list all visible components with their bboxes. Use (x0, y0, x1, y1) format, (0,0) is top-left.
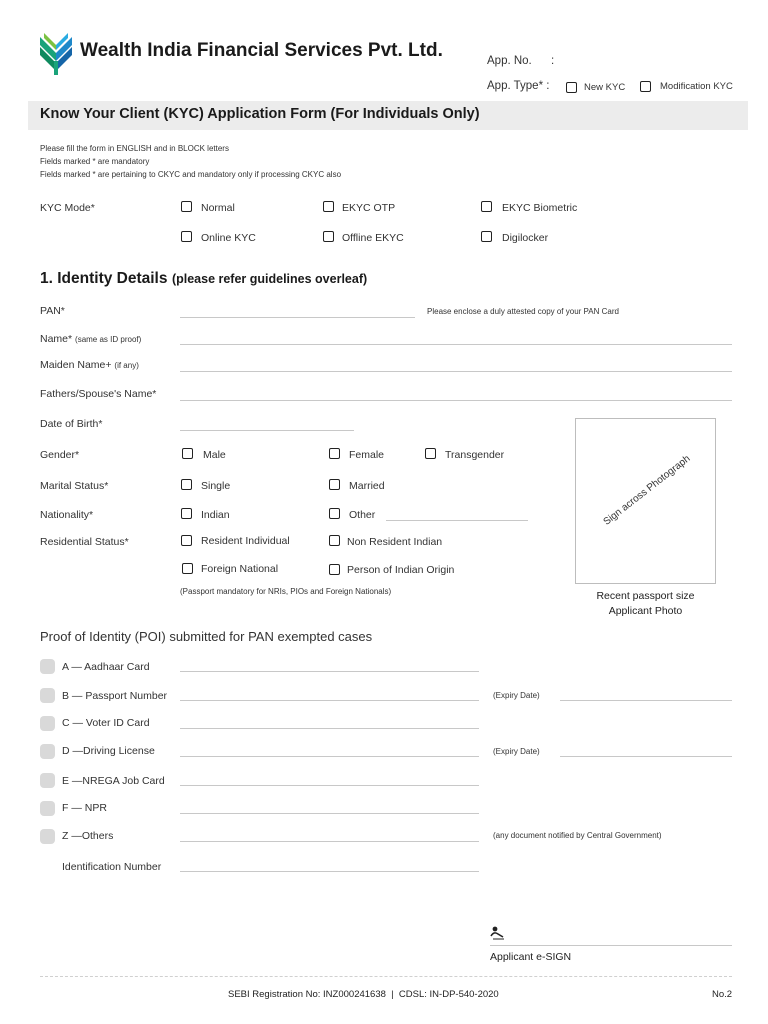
pan-note: Please enclose a duly attested copy of your PAN Card (427, 307, 619, 316)
poi-passport-field[interactable] (180, 700, 479, 701)
dob-field[interactable] (180, 430, 354, 431)
poi-voter-id-label: C — Voter ID Card (62, 717, 150, 729)
passport-expiry-label: (Expiry Date) (493, 691, 540, 700)
poi-passport-checkbox[interactable] (40, 688, 55, 703)
app-type-new-kyc-checkbox[interactable] (566, 82, 577, 93)
name-field[interactable] (180, 344, 732, 345)
gender-male-checkbox[interactable] (182, 448, 193, 459)
gender-male-label: Male (203, 449, 226, 461)
residential-nri-checkbox[interactable] (329, 535, 340, 546)
driving-license-expiry-label: (Expiry Date) (493, 747, 540, 756)
father-spouse-name-label: Fathers/Spouse's Name* (40, 388, 157, 400)
poi-others-field[interactable] (180, 841, 479, 842)
driving-license-expiry-field[interactable] (560, 756, 732, 757)
kyc-mode-ekyc-otp-checkbox[interactable] (323, 201, 334, 212)
poi-aadhaar-field[interactable] (180, 671, 479, 672)
name-note: (same as ID proof) (75, 335, 142, 344)
marital-married-label: Married (349, 480, 385, 492)
residential-resident-individual-label: Resident Individual (201, 535, 290, 547)
poi-nrega-checkbox[interactable] (40, 773, 55, 788)
kyc-mode-ekyc-biometric-checkbox[interactable] (481, 201, 492, 212)
app-no-separator: : (551, 55, 555, 67)
nationality-other-field[interactable] (386, 520, 528, 521)
kyc-mode-label: KYC Mode* (40, 202, 95, 214)
gender-transgender-label: Transgender (445, 449, 505, 461)
passport-expiry-field[interactable] (560, 700, 732, 701)
identity-section-title: 1. Identity Details (40, 270, 168, 287)
poi-voter-id-checkbox[interactable] (40, 716, 55, 731)
kyc-mode-ekyc-otp-label: EKYC OTP (342, 202, 396, 214)
name-label-row (40, 333, 141, 345)
passport-note: (Passport mandatory for NRIs, PIOs and Foreign Nationals) (180, 587, 392, 596)
poi-driving-license-label: D —Driving License (62, 745, 155, 757)
nationality-other-label: Other (349, 509, 376, 521)
app-type-modification-kyc-label: Modification KYC (660, 81, 733, 92)
kyc-mode-online-kyc-checkbox[interactable] (181, 231, 192, 242)
nationality-indian-checkbox[interactable] (181, 508, 192, 519)
form-title: Know Your Client (KYC) Application Form (For Individuals Only) (40, 106, 480, 122)
kyc-mode-normal-checkbox[interactable] (181, 201, 192, 212)
poi-npr-field[interactable] (180, 813, 479, 814)
poi-driving-license-checkbox[interactable] (40, 744, 55, 759)
poi-passport-label: B — Passport Number (62, 690, 168, 702)
pan-label: PAN* (40, 305, 65, 317)
dob-label: Date of Birth* (40, 418, 103, 430)
kyc-mode-normal-label: Normal (201, 202, 235, 214)
poi-nrega-label: E —NREGA Job Card (62, 775, 165, 787)
nationality-indian-label: Indian (201, 509, 230, 521)
identification-number-field[interactable] (180, 871, 479, 872)
instruction-line: Fields marked * are pertaining to CKYC and mandatory only if processing CKYC also (40, 170, 342, 179)
photo-caption: Recent passport size (596, 590, 695, 602)
poi-npr-checkbox[interactable] (40, 801, 55, 816)
maiden-name-note: (if any) (114, 361, 139, 370)
identity-section-note: (please refer guidelines overleaf) (171, 272, 368, 286)
kyc-mode-offline-ekyc-checkbox[interactable] (323, 231, 334, 242)
marital-status-label: Marital Status* (40, 480, 109, 492)
gender-label: Gender* (40, 449, 80, 461)
esign-label: Applicant e-SIGN (490, 951, 572, 963)
kyc-mode-digilocker-checkbox[interactable] (481, 231, 492, 242)
pan-field[interactable] (180, 317, 415, 318)
kyc-mode-digilocker-label: Digilocker (502, 232, 549, 244)
kyc-mode-ekyc-biometric-label: EKYC Biometric (502, 202, 578, 214)
father-spouse-name-field[interactable] (180, 400, 732, 401)
kyc-mode-online-kyc-label: Online KYC (201, 232, 256, 244)
maiden-name-field[interactable] (180, 371, 732, 372)
gender-female-checkbox[interactable] (329, 448, 340, 459)
poi-title: Proof of Identity (POI) submitted for PAN exempted cases (40, 629, 373, 644)
poi-others-checkbox[interactable] (40, 829, 55, 844)
poi-aadhaar-checkbox[interactable] (40, 659, 55, 674)
instruction-line: Please fill the form in ENGLISH and in BLOCK letters (40, 144, 229, 153)
nationality-label: Nationality* (40, 509, 94, 521)
gender-female-label: Female (349, 449, 385, 461)
gender-transgender-checkbox[interactable] (425, 448, 436, 459)
poi-npr-label: F — NPR (62, 802, 107, 814)
maiden-label-row (40, 359, 139, 371)
poi-driving-license-field[interactable] (180, 756, 479, 757)
esign-icon (490, 926, 506, 940)
identity-section-heading (40, 270, 367, 288)
poi-others-label: Z —Others (62, 830, 114, 842)
photo-caption: Applicant Photo (608, 605, 683, 617)
instruction-line: Fields marked * are mandatory (40, 157, 150, 166)
app-type-modification-kyc-checkbox[interactable] (640, 81, 651, 92)
footer-registration: SEBI Registration No: INZ000241638 | CDSL: IN-DP-540-2020 (228, 989, 499, 1000)
footer-divider (40, 976, 732, 977)
residential-nri-label: Non Resident Indian (347, 536, 443, 548)
residential-pio-checkbox[interactable] (329, 564, 340, 575)
company-name: Wealth India Financial Services Pvt. Ltd. (80, 40, 443, 61)
esign-field[interactable] (490, 945, 732, 946)
photo-sign-text: Sign across Photograph (601, 453, 693, 528)
poi-nrega-field[interactable] (180, 785, 479, 786)
app-type-label: App. Type* : (487, 80, 550, 92)
kyc-mode-offline-ekyc-label: Offline EKYC (342, 232, 404, 244)
poi-aadhaar-label: A — Aadhaar Card (62, 661, 150, 673)
nationality-other-checkbox[interactable] (329, 508, 340, 519)
logo-icon (38, 31, 74, 75)
photo-box[interactable] (575, 418, 716, 584)
name-label: Name* (40, 333, 73, 345)
company-logo (38, 31, 74, 75)
footer-page-no: No.2 (712, 989, 733, 1000)
maiden-name-label: Maiden Name+ (40, 359, 112, 371)
poi-others-note: (any document notified by Central Government) (493, 831, 662, 840)
residential-foreign-national-label: Foreign National (201, 563, 279, 575)
app-no-label: App. No. (487, 55, 532, 67)
residential-foreign-national-checkbox[interactable] (182, 563, 193, 574)
residential-status-label: Residential Status* (40, 536, 129, 548)
marital-single-checkbox[interactable] (181, 479, 192, 490)
poi-voter-id-field[interactable] (180, 728, 479, 729)
marital-single-label: Single (201, 480, 231, 492)
marital-married-checkbox[interactable] (329, 479, 340, 490)
residential-resident-individual-checkbox[interactable] (181, 535, 192, 546)
app-type-new-kyc-label: New KYC (584, 82, 626, 93)
identification-number-label: Identification Number (62, 861, 162, 873)
residential-pio-label: Person of Indian Origin (347, 564, 455, 576)
